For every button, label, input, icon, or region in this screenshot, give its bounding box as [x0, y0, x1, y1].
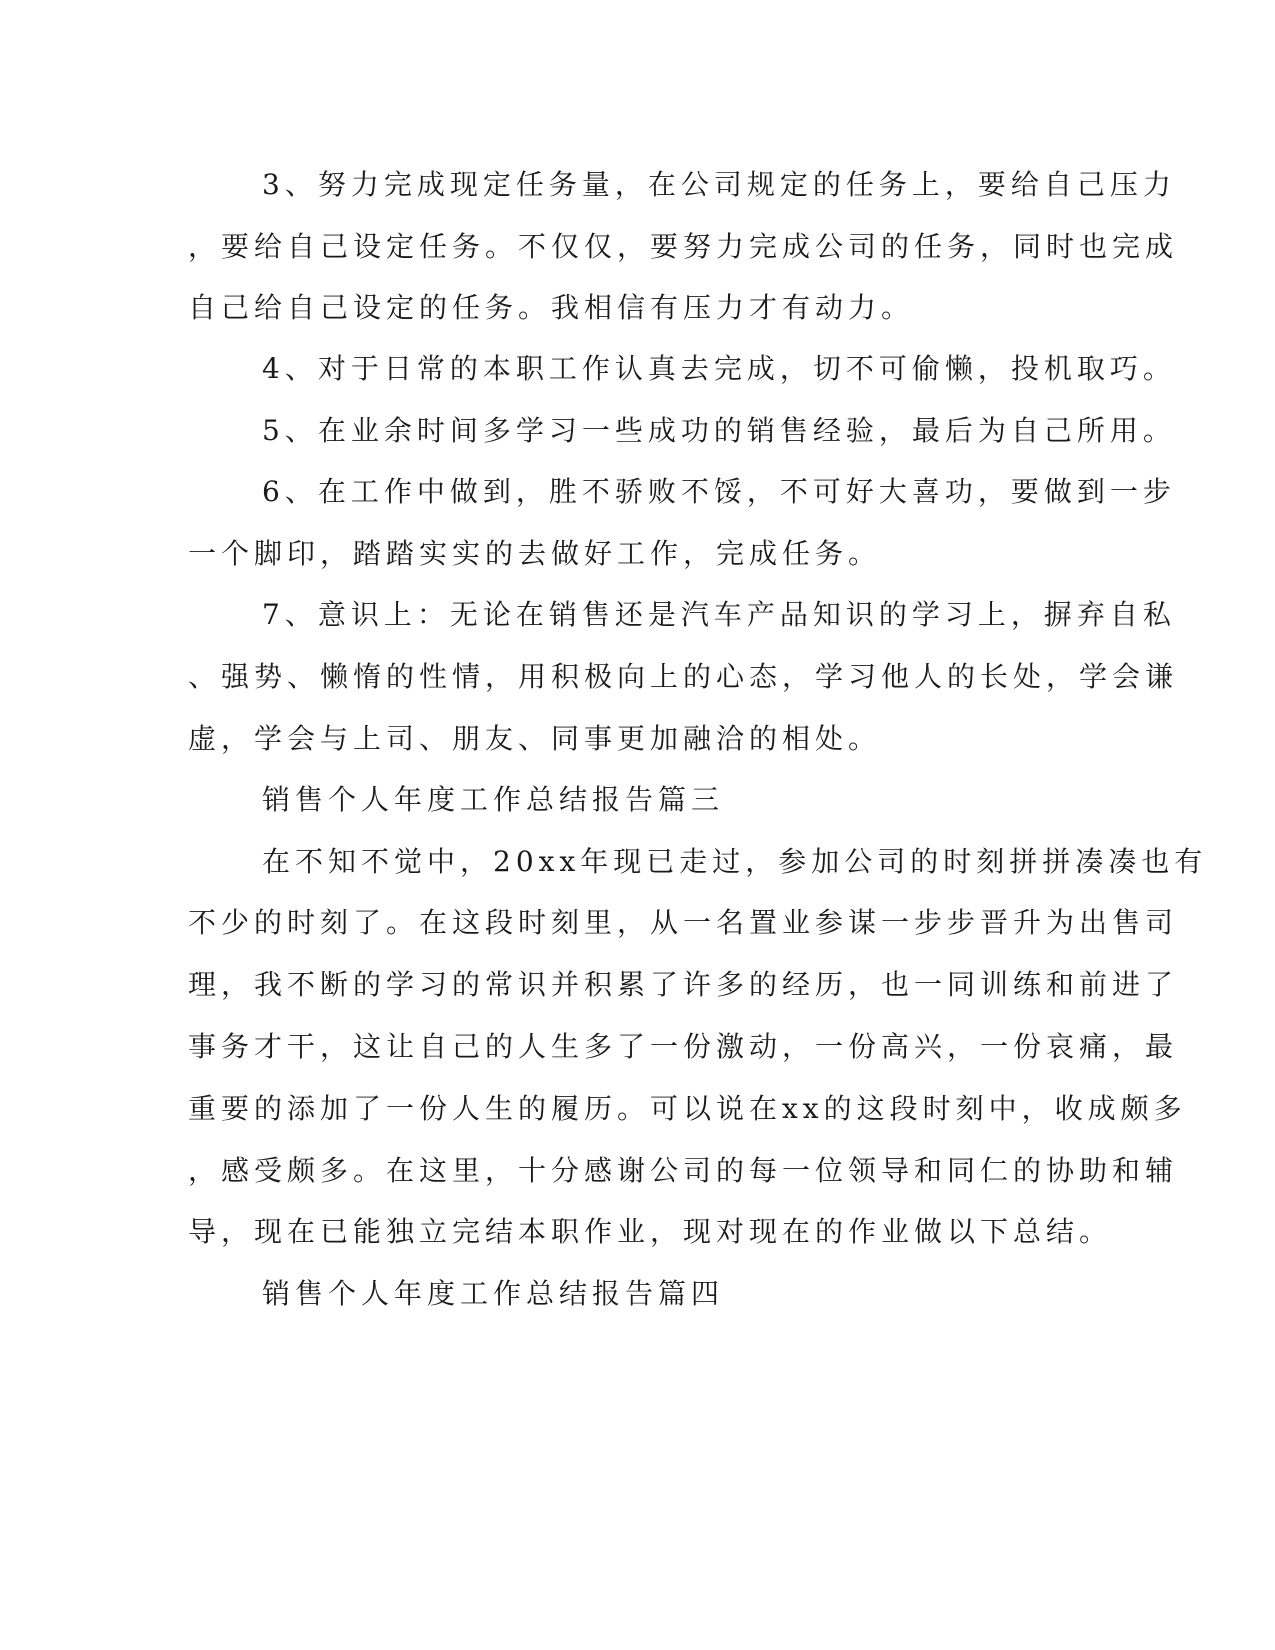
text-line: 导，现在已能独立完结本职作业，现对现在的作业做以下总结。: [188, 1215, 1113, 1248]
text-line: ，要给自己设定任务。不仅仅，要努力完成公司的任务，同时也完成: [188, 230, 1179, 263]
text-line: 虚，学会与上司、朋友、同事更加融洽的相处。: [188, 722, 882, 755]
text-line: 自己给自己设定的任务。我相信有压力才有动力。: [188, 291, 915, 324]
text-line: ，感受颇多。在这里，十分感谢公司的每一位领导和同仁的协助和辅: [188, 1154, 1179, 1187]
text-line-paragraph-start: 在不知不觉中，20xx年现已走过，参加公司的时刻拼拼凑凑也有: [262, 845, 1208, 878]
text-line: 不少的时刻了。在这段时刻里，从一名置业参谋一步步晋升为出售司: [188, 906, 1179, 939]
text-line-item-3-start: 3、努力完成现定任务量，在公司规定的任务上，要给自己压力: [262, 168, 1176, 201]
text-line: 事务才干，这让自己的人生多了一份激动，一份高兴，一份哀痛，最: [188, 1030, 1179, 1063]
text-line: 理，我不断的学习的常识并积累了许多的经历，也一同训练和前进了: [188, 968, 1179, 1001]
text-line: 、强势、懒惰的性情，用积极向上的心态，学习他人的长处，学会谦: [188, 660, 1179, 693]
text-line-item-6-start: 6、在工作中做到，胜不骄败不馁，不可好大喜功，要做到一步: [262, 475, 1176, 508]
text-line-item-4: 4、对于日常的本职工作认真去完成，切不可偷懒，投机取巧。: [262, 352, 1176, 385]
section-heading-part-3: 销售个人年度工作总结报告篇三: [262, 783, 725, 816]
text-line-item-5: 5、在业余时间多学习一些成功的销售经验，最后为自己所用。: [262, 414, 1176, 447]
section-heading-part-4: 销售个人年度工作总结报告篇四: [262, 1277, 725, 1310]
text-line: 一个脚印，踏踏实实的去做好工作，完成任务。: [188, 537, 882, 570]
text-line: 重要的添加了一份人生的履历。可以说在xx的这段时刻中，收成颇多: [188, 1092, 1187, 1125]
text-line-item-7-start: 7、意识上：无论在销售还是汽车产品知识的学习上，摒弃自私: [262, 598, 1176, 631]
